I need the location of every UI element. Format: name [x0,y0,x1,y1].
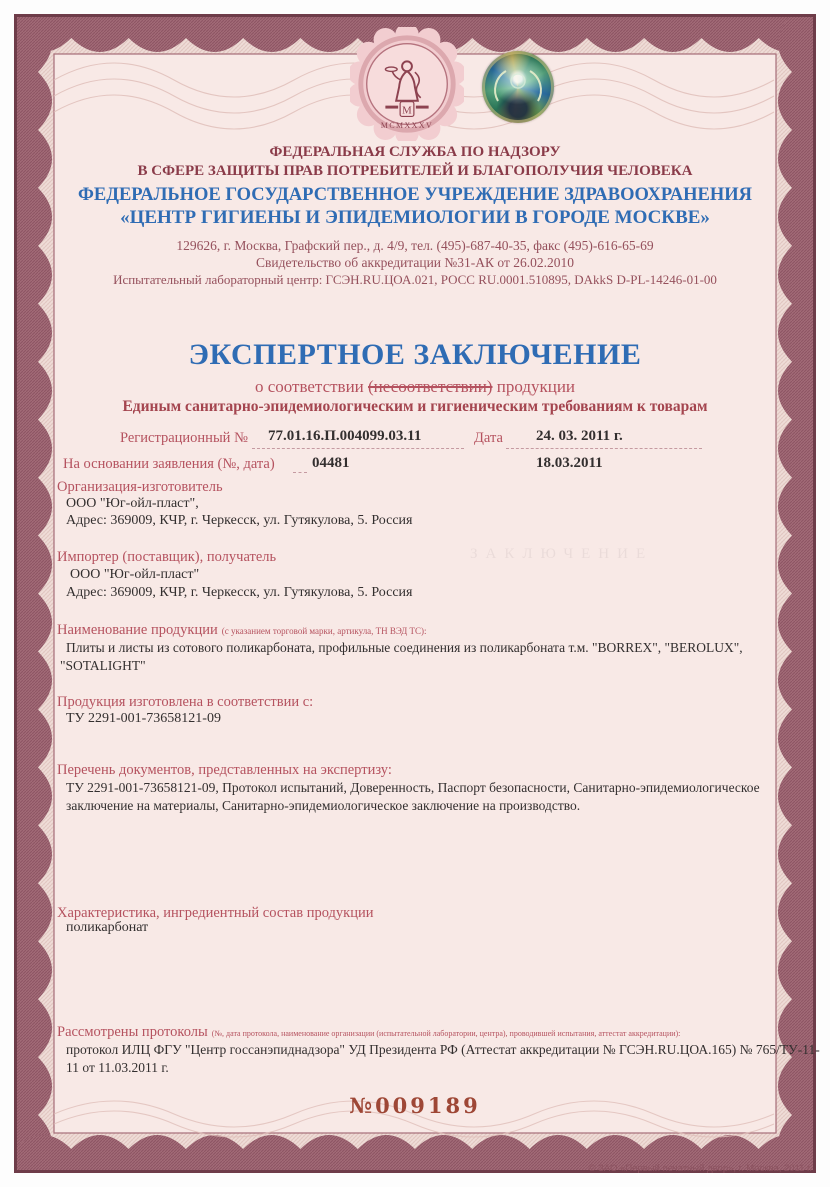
protocols-label-row [57,1023,680,1041]
product-line-1: Плиты и листы из сотового поликарбоната, профильные соединения из поликарбоната т.м. "BORREX", "BEROLUX", [66,640,743,655]
document-subtitle [0,377,830,397]
application-number: 04481 [312,455,350,471]
documents-line-2: заключение на материалы, Санитарно-эпидемиологическое заключение на производство. [66,798,581,813]
protocols-label: Рассмотрены протоколы [57,1024,208,1040]
application-date: 18.03.2011 [536,455,603,471]
registration-label: Регистрационный № [120,430,248,446]
laurel-wreath-icon [495,71,541,101]
importer-address: Адрес: 369009, КЧР, г. Черкесск, ул. Гутякулова, 5. Россия [66,585,413,600]
printer-credit: © ЗАО «Первый печатный двор», г. Москва, 2011 г. [588,1163,812,1174]
protocols-label-note: (№, дата протокола, наименование организации (испытательной лаборатории, центра), проводившей испытания, аттестат аккредитации): [211,1029,681,1038]
characteristics-label: Характеристика, ингредиентный состав продукции [57,905,374,921]
document-title: ЭКСПЕРТНОЕ ЗАКЛЮЧЕНИЕ [188,338,642,371]
subtitle-struck-word: (несоответствии) [368,377,493,396]
importer-name: ООО "Юг-ойл-пласт" [70,567,200,582]
documents-label: Перечень документов, представленных на экспертизу: [57,762,392,778]
address-line: 129626, г. Москва, Графский пер., д. 4/9, тел. (495)-687-40-35, факс (495)-616-65-69 [176,238,654,253]
importer-label: Импортер (поставщик), получатель [57,549,277,565]
manufacturer-label: Организация-изготовитель [57,479,223,495]
date-value: 24. 03. 2011 г. [536,428,623,444]
protocols-line-1: протокол ИЛЦ ФГУ "Центр госсанэпиднадзора" УД Президента РФ (Аттестат аккредитации № ГСЭН.RU.ЦОА.165) № 765/ТУ-11- [66,1042,820,1057]
agency-line-1: ФЕДЕРАЛЬНАЯ СЛУЖБА ПО НАДЗОРУ [269,144,561,160]
hygieia-rosette-seal [350,27,464,141]
documents-line-1: ТУ 2291-001-73658121-09, Протокол испытаний, Доверенность, Паспорт безопасности, Санитарно-эпидемиологическое [66,780,760,795]
subtitle-pre: о соответствии [254,377,369,396]
watermark-text: ЗАКЛЮЧЕНИЕ [470,546,654,562]
svg-text:M: M [402,104,412,117]
application-dash [293,472,307,473]
application-label: На основании заявления (№, дата) [63,456,275,472]
product-label-note: (с указанием торговой марки, артикула, ТН ВЭД ТС): [221,626,427,636]
product-label-row [57,621,427,639]
conformity-value: ТУ 2291-001-73658121-09 [66,711,221,726]
serial-number: №009189 [349,1093,481,1118]
date-label: Дата [474,430,503,446]
manufacturer-address: Адрес: 369009, КЧР, г. Черкесск, ул. Гутякулова, 5. Россия [66,513,413,528]
agency-line-2: В СФЕРЕ ЗАЩИТЫ ПРАВ ПОТРЕБИТЕЛЕЙ И БЛАГОПОЛУЧИЯ ЧЕЛОВЕКА [137,163,693,179]
institution-line-1: ФЕДЕРАЛЬНОЕ ГОСУДАРСТВЕННОЕ УЧРЕЖДЕНИЕ ЗДРАВООХРАНЕНИЯ [78,185,752,205]
registration-underline [252,448,464,449]
product-line-2: "SOTALIGHT" [60,658,146,673]
seal-year: MCMXXXV [380,121,434,131]
institution-line-2: «ЦЕНТР ГИГИЕНЫ И ЭПИДЕМИОЛОГИИ В ГОРОДЕ МОСКВЕ» [120,207,710,228]
registration-number: 77.01.16.П.004099.03.11 [268,428,422,444]
hologram-seal [482,51,554,123]
conformity-label: Продукция изготовлена в соответствии с: [57,694,314,710]
lab-center-line: Испытательный лабораторный центр: ГСЭН.RU.ЦОА.021, РОСС RU.0001.510895, DAkkS D-PL-14246-01-00 [113,272,717,287]
manufacturer-name: ООО "Юг-ойл-пласт", [66,496,199,511]
product-label: Наименование продукции [57,622,218,638]
protocols-line-2: 11 от 11.03.2011 г. [66,1060,169,1075]
requirements-line: Единым санитарно-эпидемиологическим и гигиеническим требованиям к товарам [122,398,708,415]
accreditation-line: Свидетельство об аккредитации №31-АК от 26.02.2010 [255,255,574,270]
subtitle-post: продукции [492,377,576,396]
date-underline [506,448,702,449]
characteristics-value: поликарбонат [66,920,149,935]
